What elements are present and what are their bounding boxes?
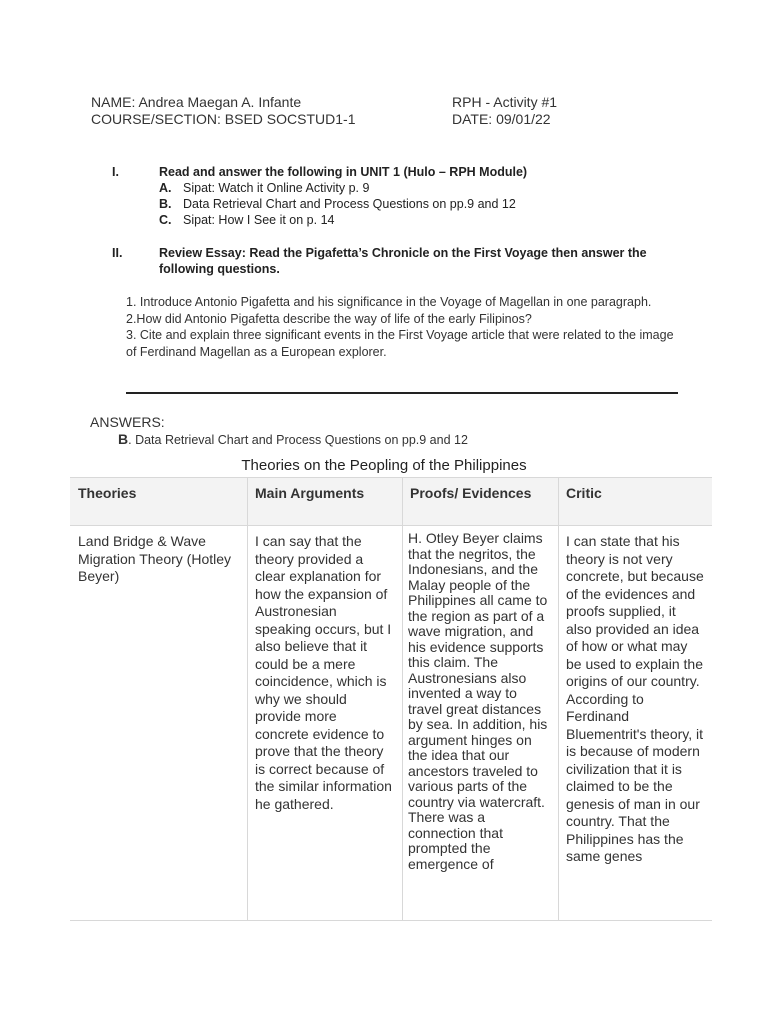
table-cell-proofs: H. Otley Beyer claims that the negritos, the Indonesians, and the Malay people of the Philippines all came to the region as part of a wave migration, and his evidence supports this claim. The Austronesians also invented a way to travel great distances by sea. In addition, his argument hinges on the idea that our ancestors traveled to various parts of the country via watercraft. There was a connection that prompted the emergence of [408, 530, 548, 872]
list-item: C. Sipat: How I See it on p. 14 [159, 213, 335, 227]
table-cell-main-argument: I can say that the theory provided a clear explanation for how the expansion of Austronesian speaking occurs, but I also believe that it could be a mere coincidence, which is why we should provide more concrete evidence to prove that the theory is correct because of the similar information he gathered. [255, 533, 392, 812]
column-divider [402, 477, 403, 921]
table-cell-theory: Land Bridge & Wave Migration Theory (Hotley Beyer) [78, 533, 232, 584]
theories-table [70, 477, 712, 921]
answer-b-heading: B. Data Retrieval Chart and Process Questions on pp.9 and 12 [118, 431, 468, 447]
essay-questions [126, 294, 686, 360]
row-divider [70, 920, 712, 921]
student-info [91, 94, 356, 128]
header-proofs: Proofs/ Evidences [402, 477, 558, 525]
course-line: COURSE/SECTION: BSED SOCSTUD1-1 [91, 111, 356, 127]
header-main-arguments: Main Arguments [247, 477, 402, 525]
row-divider [70, 525, 712, 526]
question-3: 3. Cite and explain three significant events in the First Voyage article that were related to the image of Ferdinand Magellan as a European explorer. [126, 328, 674, 359]
section-number: II. [112, 246, 123, 260]
question-1: 1. Introduce Antonio Pigafetta and his significance in the Voyage of Magellan in one paragraph. [126, 295, 652, 309]
header-theories: Theories [70, 477, 247, 525]
table-cell-critic: I can state that his theory is not very concrete, but because of the evidences and proofs supplied, it also provided an idea of how or what may be used to explain the origins of our country. According to Ferdinand Bluementrit's theory, it is because of modern civilization that it is claimed to be the genesis of man in our country. That the Philippines has the same genes [566, 533, 704, 864]
section-title: Read and answer the following in UNIT 1 (Hulo – RPH Module) [159, 165, 528, 179]
answers-label: ANSWERS: [90, 414, 165, 430]
section-number: I. [112, 165, 119, 179]
table-title: Theories on the Peopling of the Philippines [241, 457, 527, 474]
divider [126, 392, 678, 394]
row-divider [70, 477, 712, 478]
section-title: Review Essay: Read the Pigafetta’s Chronicle on the First Voyage then answer the following questions. [159, 246, 647, 276]
column-divider [558, 477, 559, 921]
header-critic: Critic [558, 477, 712, 525]
activity-line: RPH - Activity #1 [452, 94, 558, 110]
activity-info [452, 94, 557, 128]
list-item: A. Sipat: Watch it Online Activity p. 9 [159, 181, 370, 195]
list-item: B. Data Retrieval Chart and Process Questions on pp.9 and 12 [159, 197, 516, 211]
date-line: DATE: 09/01/22 [452, 111, 551, 127]
column-divider [247, 477, 248, 921]
name-line: NAME: Andrea Maegan A. Infante [91, 94, 302, 110]
question-2: 2.How did Antonio Pigafetta describe the way of life of the early Filipinos? [126, 311, 532, 326]
